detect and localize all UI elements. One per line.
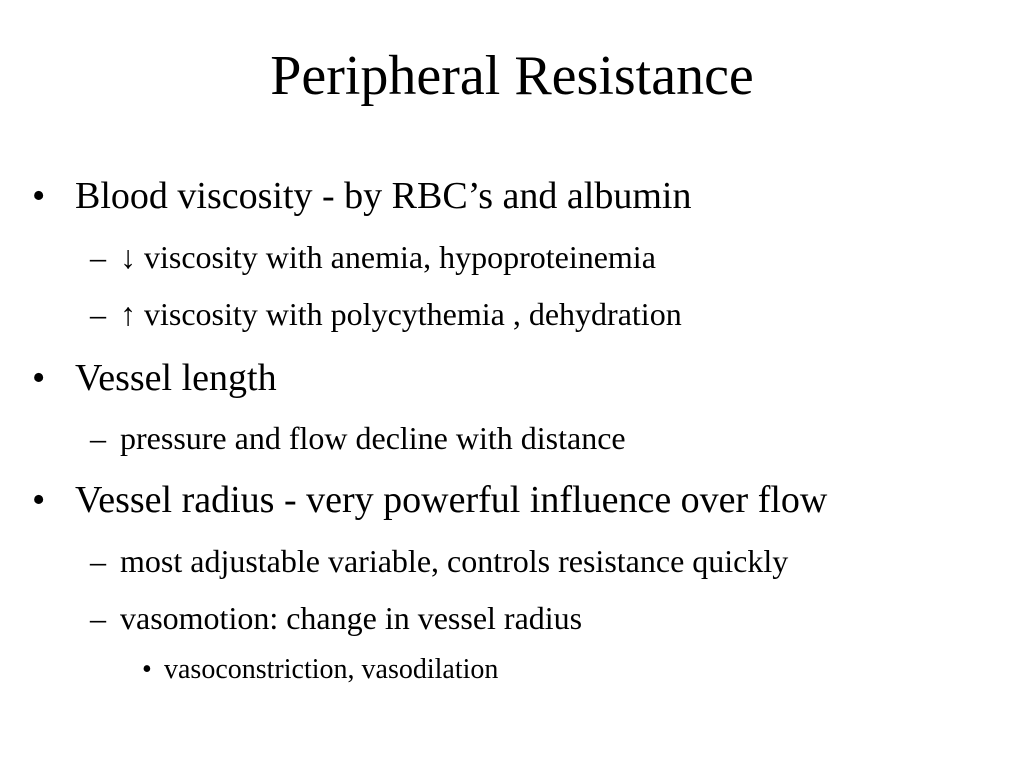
bullet-item-vessel-length — [32, 355, 277, 401]
subitem-decreased-viscosity — [90, 237, 656, 277]
subitem-increased-viscosity — [90, 294, 682, 334]
dash-icon: – — [90, 239, 106, 275]
down-arrow-icon: ↓ — [120, 239, 136, 275]
subsubitem-vasoconstriction — [142, 653, 498, 687]
bullet-icon: • — [32, 357, 46, 399]
bullet-item-blood-viscosity — [32, 173, 691, 219]
subitem-text: most adjustable variable, controls resistance quickly — [120, 543, 789, 579]
subitem-adjustable-variable — [90, 541, 788, 581]
dash-icon: – — [90, 296, 106, 332]
dash-icon: – — [90, 420, 106, 456]
bullet-icon: • — [32, 175, 46, 217]
dash-icon: – — [90, 543, 106, 579]
small-bullet-icon: • — [142, 654, 152, 685]
bullet-item-vessel-radius — [32, 477, 827, 523]
bullet-text: Vessel radius - very powerful influence over flow — [75, 479, 828, 521]
bullet-text: Vessel length — [75, 357, 277, 399]
dash-icon: – — [90, 600, 106, 636]
bullet-icon: • — [32, 479, 46, 521]
subitem-text: viscosity with polycythemia , dehydration — [144, 296, 682, 332]
subitem-text: vasomotion: change in vessel radius — [120, 600, 583, 636]
bullet-text: Blood viscosity - by RBC’s and albumin — [75, 175, 692, 217]
subitem-text: pressure and flow decline with distance — [120, 420, 626, 456]
subitem-vasomotion — [90, 598, 582, 638]
subsubitem-text: vasoconstriction, vasodilation — [164, 654, 499, 685]
slide-title: Peripheral Resistance — [270, 45, 754, 107]
up-arrow-icon: ↑ — [120, 296, 136, 332]
subitem-pressure-flow — [90, 418, 626, 458]
subitem-text: viscosity with anemia, hypoproteinemia — [144, 239, 656, 275]
